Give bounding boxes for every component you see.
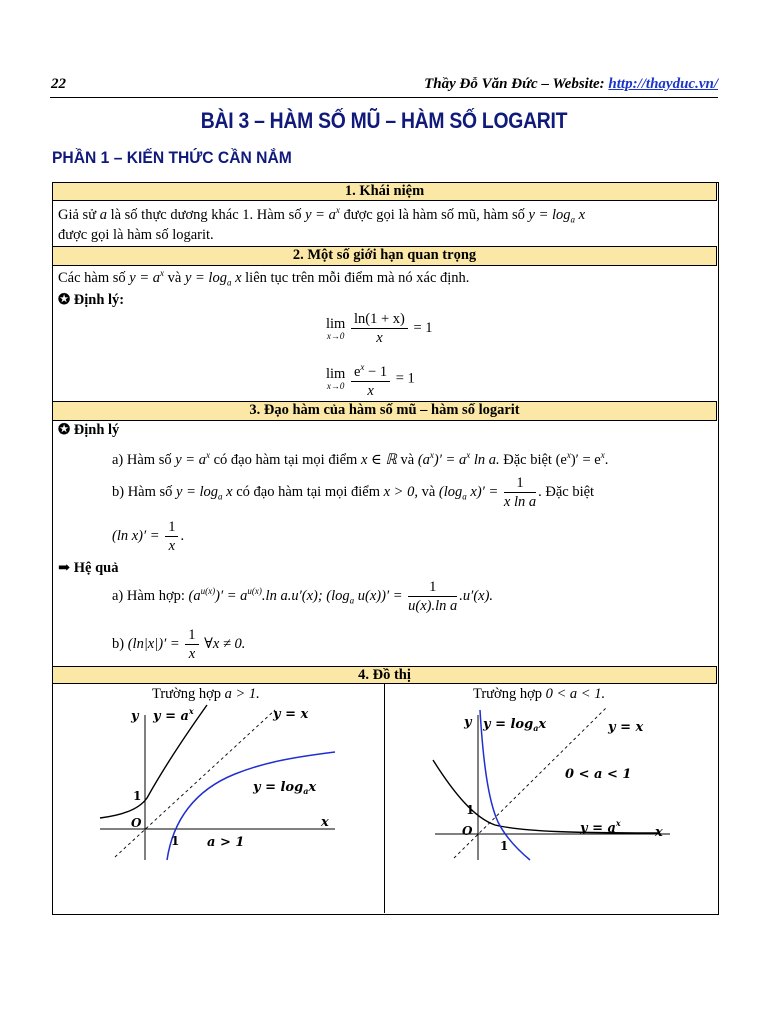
header-rule (50, 97, 718, 98)
derivatives-theorem-label: ✪ Định lý (58, 422, 120, 438)
right-log-curve (480, 710, 530, 860)
page-number: 22 (51, 76, 66, 92)
part-title: PHẦN 1 – KIẾN THỨC CẦN NẮM (52, 148, 292, 167)
left-identity-label: y = x (273, 707, 309, 722)
right-graph (430, 700, 680, 865)
author-text: Thầy Đỗ Văn Đức – Website: (424, 76, 609, 92)
left-one-x-label: 1 (171, 834, 180, 848)
left-log-curve (167, 752, 335, 860)
limits-intro: Các hàm số $y = a^x$ và $y = \log_a x$ liên tục trên mỗi điểm mà nó xác định. (58, 268, 470, 288)
left-x-axis-label: x (321, 815, 329, 830)
section-heading-derivatives: 3. Đạo hàm của hàm số mũ – hàm số logarit (52, 401, 717, 421)
left-identity-line (115, 710, 275, 857)
right-x-axis-label: x (655, 825, 663, 840)
left-y-axis-label: y (131, 709, 139, 724)
right-origin-label: O (462, 824, 473, 838)
section-heading-concept: 1. Khái niệm (52, 182, 717, 201)
lesson-title: BÀI 3 – HÀM SỐ MŨ – HÀM SỐ LOGARIT (200, 108, 568, 133)
left-cond-label: a > 1 (207, 835, 245, 850)
concept-line-1: Giả sử a là số thực dương khác 1. Hàm số $y = a^x$ được gọi là hàm số mũ, hàm số $y = \log_a x$ (58, 205, 586, 225)
right-y-axis-label: y (464, 715, 472, 730)
corollary-label: ➡ Hệ quả (58, 560, 119, 576)
right-one-y-label: 1 (466, 803, 475, 817)
composite-derivative-line: a) Hàm hợp: $(a^{u(x)})' = a^{u(x)}.\ln$ a.u′(x); ($\log_a$ u(x))′ = $\frac{1}{\text{u(x).ln a}}$ .u′(x). (112, 579, 494, 614)
left-log-label: $y = \log_ax$ (253, 780, 317, 796)
concept-line-2: được gọi là hàm số logarit. (58, 227, 214, 243)
derivative-exp-line: a) Hàm số $y = a^x$ có đạo hàm tại mọi điểm x ∈ ℝ và $(a^x)' = a^x$ ln a. Đặc biệt $(e^x)' = e^x$. (112, 450, 609, 468)
section-heading-limits: 2. Một số giới hạn quan trọng (52, 246, 717, 266)
left-graph (95, 700, 345, 865)
graph-divider (384, 683, 385, 913)
left-one-y-label: 1 (133, 789, 142, 803)
right-cond-label: 0 < a < 1 (565, 767, 632, 782)
ln-abs-derivative-line: b) (ln|x|)′ = $\frac{1}{x}$ ∀x ≠ 0. (112, 627, 246, 662)
right-log-label: $y = \log_ax$ (483, 717, 547, 733)
left-exp-label: $y = a^x$ (153, 706, 194, 724)
right-identity-label: y = x (608, 720, 644, 735)
section-heading-graphs: 4. Đồ thị (52, 666, 717, 684)
limit-formula-ln: lim x→0 $\frac{\ln(1 + x)}{x}$ = 1 (326, 311, 433, 346)
header-author (424, 76, 718, 93)
derivative-ln-line: (ln x)′ = $\frac{1}{x}$ . (112, 519, 185, 554)
right-exp-label: $y = a^x$ (580, 818, 621, 836)
derivative-log-line: b) Hàm số $y = \log_a x$ có đạo hàm tại mọi điểm x > 0, và ($\log_a$ x)′ = $\frac{1}{\text{x ln a}}$ . Đặc biệt (112, 475, 595, 510)
right-graph-caption: Trường hợp 0 < a < 1. (473, 686, 606, 702)
right-one-x-label: 1 (500, 839, 509, 853)
left-graph-caption: Trường hợp a > 1. (152, 686, 260, 702)
limits-theorem-label: ✪ Định lý: (58, 292, 125, 308)
limit-formula-exp: lim x→0 $\frac{e^x - 1}{x}$ = 1 (326, 358, 415, 400)
left-origin-label: O (131, 816, 142, 830)
website-link[interactable]: http://thayduc.vn/ (608, 76, 718, 92)
